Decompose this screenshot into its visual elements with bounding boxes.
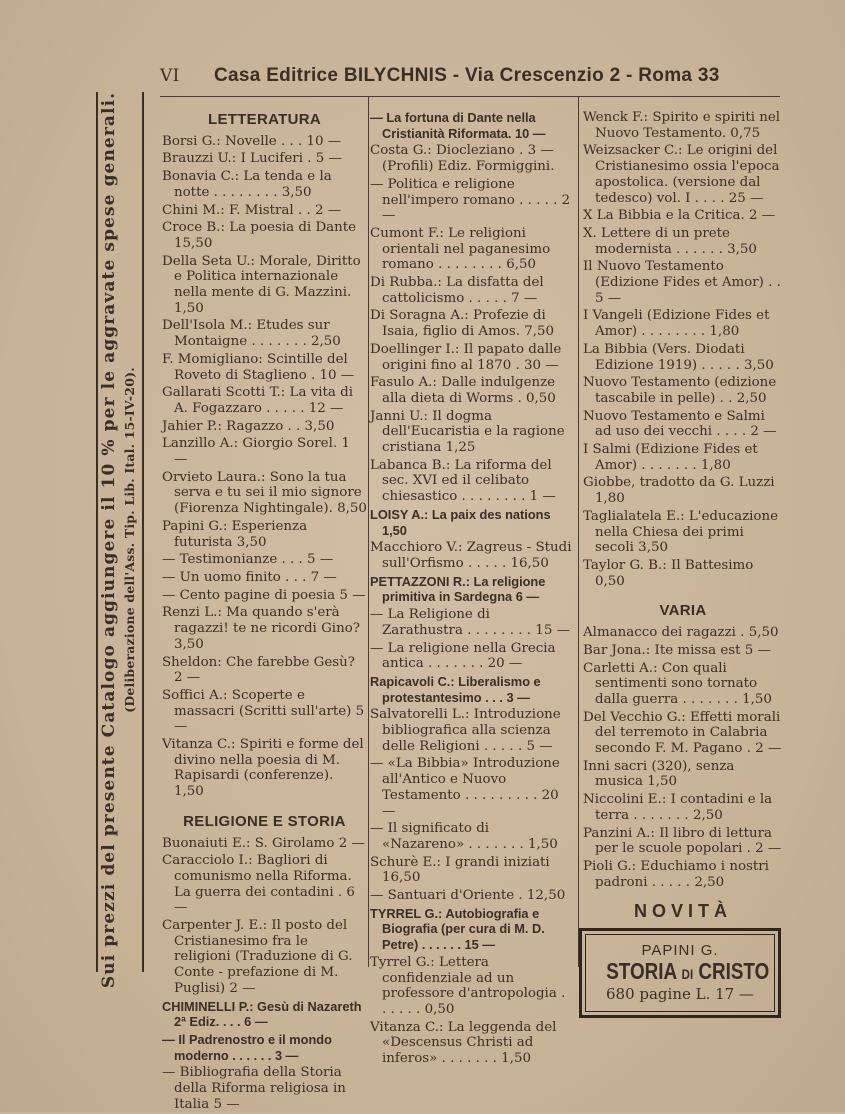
- catalog-entry: Soffici A.: Scoperte e massacri (Scritti sull'arte) 5 —: [162, 687, 365, 735]
- catalog-entry: Taylor G. B.: Il Battesimo 0,50: [583, 557, 754, 589]
- catalog-entry: — La fortuna di Dante nella Cristianità Riformata. 10 —: [370, 110, 546, 141]
- ad-author: PAPINI G.: [641, 942, 719, 960]
- ad-title-c: CRISTO: [698, 957, 770, 984]
- column-2: [370, 110, 573, 1069]
- catalog-entry: Caracciolo I.: Bagliori di comunismo nella Riforma. La guerra dei contadini . 6 —: [162, 853, 355, 916]
- deliberation-note: (Deliberazione dell'Ass. Tip. Lib. Ital. 15-IV-20).: [122, 367, 137, 713]
- catalog-entry: — Santuari d'Oriente . 12,50: [370, 888, 566, 904]
- catalog-entry: Carpenter J. E.: Il posto del Cristianesimo fra le religioni (Traduzione di G. Conte - prefazione di M. Puglisi) 2 —: [162, 918, 353, 996]
- catalog-entry: — Cento pagine di poesia 5 —: [162, 587, 366, 603]
- catalog-entry: CHIMINELLI P.: Gesù di Nazareth 2ª Ediz. . . . 6 —: [162, 998, 362, 1030]
- section-heading-religione: RELIGIONE E STORIA: [183, 812, 346, 830]
- novita-heading: NOVITÀ: [633, 901, 732, 922]
- catalog-entry: Giobbe, tradotto da G. Luzzi 1,80: [583, 475, 775, 507]
- catalog-entry: I Salmi (Edizione Fides et Amor) . . . . . . . 1,80: [583, 442, 758, 473]
- catalog-entry: X La Bibbia e la Critica. 2 —: [583, 208, 776, 224]
- catalog-entry: Lanzillo A.: Giorgio Sorel. 1 —: [162, 436, 350, 468]
- ad-title: [606, 957, 770, 984]
- catalog-entry: Croce B.: La poesia di Dante 15,50: [162, 220, 357, 251]
- catalog-entry: Della Seta U.: Morale, Diritto e Politica internazionale nella mente di G. Mazzini. 1,50: [162, 253, 361, 316]
- catalog-entry: — Un uomo finito . . . 7 —: [162, 569, 337, 585]
- catalog-entry: Tyrrel G.: Lettera confidenziale ad un professore d'antropologia . . . . . . 0,50: [370, 954, 566, 1017]
- catalog-entry: Janni U.: Il dogma dell'Eucaristia e la ragione cristiana 1,25: [370, 408, 565, 456]
- column-divider-2: [578, 97, 579, 967]
- catalog-entry: La Bibbia (Vers. Diodati Edizione 1919) . . . . . 3,50: [583, 341, 774, 373]
- religione-list-cont: [370, 110, 573, 1067]
- catalog-entry: — Il Padrenostro e il mondo moderno . . . . . . 3 —: [162, 1031, 332, 1063]
- ad-title-b: DI: [681, 965, 694, 982]
- catalog-entry: Gallarati Scotti T.: La vita di A. Fogazzaro . . . . . 12 —: [162, 385, 354, 416]
- catalog-entry: PETTAZZONI R.: La religione primitiva in Sardegna 6 —: [370, 573, 546, 605]
- catalog-entry: Sheldon: Che farebbe Gesù? 2 —: [162, 654, 355, 686]
- catalog-entry: Di Soragna A.: Profezie di Isaia, figlio di Amos. 7,50: [370, 308, 555, 340]
- varia-list: [583, 625, 783, 890]
- catalog-entry: Rapicavoli C.: Liberalismo e protestantesimo . . . 3 —: [370, 673, 541, 705]
- catalog-entry: Il Nuovo Testamento (Edizione Fides et Amor) . . 5 —: [583, 259, 781, 306]
- header-rule: [160, 96, 780, 97]
- catalog-entry: Bar Jona.: Ite missa est 5 —: [583, 642, 771, 658]
- catalog-entry: — Il significato di «Nazareno» . . . . . . . 1,50: [370, 821, 558, 852]
- catalog-entry: Renzi L.: Ma quando s'erà ragazzi! te ne ricordi Gino? 3,50: [162, 605, 360, 652]
- ad-pages-price: 680 pagine L. 17 —: [605, 985, 754, 1004]
- catalog-entry: Nuovo Testamento e Salmi ad uso dei vecchi . . . . 2 —: [583, 408, 777, 440]
- catalog-entry: X. Lettere di un prete modernista . . . . . . 3,50: [583, 225, 757, 257]
- catalog-entry: — «La Bibbia» Introduzione all'Antico e Nuovo Testamento . . . . . . . . . 20 —: [370, 756, 560, 819]
- catalog-entry: Macchioro V.: Zagreus - Studi sull'Orfismo . . . . . 16,50: [370, 540, 572, 571]
- catalog-entry: Labanca B.: La riforma del sec. XVI ed il celibato chiesastico . . . . . . . . 1 —: [370, 457, 556, 505]
- catalog-entry: Schurè E.: I grandi iniziati 16,50: [370, 854, 550, 886]
- catalog-entry: Doellinger I.: Il papato dalle origini fino al 1870 . 30 —: [370, 341, 562, 373]
- catalog-entry: Dell'Isola M.: Etudes sur Montaigne . . . . . . . 2,50: [162, 318, 341, 350]
- column-3: [583, 110, 783, 1018]
- catalog-entry: Almanacco dei ragazzi . 5,50: [583, 625, 779, 641]
- catalog-entry: Jahier P.: Ragazzo . . 3,50: [162, 418, 335, 434]
- catalog-entry: Salvatorelli L.: Introduzione bibliografica alla scienza delle Religioni . . . . . 5 —: [370, 707, 561, 754]
- catalog-entry: Panzini A.: Il libro di lettura per le scuole popolari . 2 —: [583, 825, 782, 857]
- catalog-entry: — Bibliografia della Storia della Riforma religiosa in Italia 5 —: [162, 1065, 346, 1112]
- publisher-line: Casa Editrice BILYCHNIS - Via Crescenzio 2 - Roma 33: [214, 65, 720, 86]
- letteratura-list: [162, 134, 367, 800]
- bibbia-list: [583, 110, 783, 589]
- column-1: [162, 108, 367, 1114]
- catalog-entry: — Testimonianze . . . 5 —: [162, 552, 334, 568]
- catalog-entry: Vitanza C.: Spiriti e forme del divino nella poesia di M. Rapisardi (conferenze). 1,50: [162, 737, 364, 800]
- sidebar-notice: [93, 91, 143, 989]
- page-header: [160, 62, 780, 90]
- catalog-entry: Del Vecchio G.: Effetti morali del terremoto in Calabria secondo F. M. Pagano . 2 —: [583, 709, 782, 757]
- catalog-entry: Inni sacri (320), senza musica 1,50: [583, 758, 735, 790]
- catalog-entry: Buonaiuti E.: S. Girolamo 2 —: [162, 835, 365, 851]
- catalog-entry: Niccolini E.: I contadini e la terra . . . . . . . 2,50: [583, 792, 773, 823]
- religione-list: [162, 836, 367, 1113]
- ad-title-a: STORIA: [606, 957, 677, 984]
- catalog-entry: Chini M.: F. Mistral . . 2 —: [162, 202, 342, 218]
- catalog-entry: — La religione nella Grecia antica . . . . . . . 20 —: [370, 640, 556, 672]
- catalog-entry: LOISY A.: La paix des nations 1,50: [370, 506, 551, 538]
- price-notice: Sui prezzi del presente Catalogo aggiungere il 10 % per le aggravate spese generali.: [99, 91, 119, 989]
- advertisement-box: [579, 928, 781, 1018]
- advertisement-inner: [585, 934, 775, 1012]
- catalog-entry: Cumont F.: Le religioni orientali nel paganesimo romano . . . . . . . . 6,50: [370, 225, 551, 273]
- catalog-entry: I Vangeli (Edizione Fides et Amor) . . . . . . . . 1,80: [583, 308, 770, 340]
- page-number: VI: [160, 66, 180, 86]
- catalog-entry: Borsi G.: Novelle . . . 10 —: [162, 133, 342, 149]
- catalog-entry: Carletti A.: Con quali sentimenti sono tornato dalla guerra . . . . . . . 1,50: [583, 660, 772, 707]
- catalog-entry: Taglialatela E.: L'educazione nella Chiesa dei primi secoli 3,50: [583, 508, 779, 556]
- catalog-entry: Orvieto Laura.: Sono la tua serva e tu sei il mio signore (Fiorenza Nightingale). 8,50: [162, 469, 367, 517]
- column-divider-1: [368, 97, 369, 967]
- catalog-entry: — La Religione di Zarathustra . . . . . . . . 15 —: [370, 607, 570, 638]
- catalog-entry: Fasulo A.: Dalle indulgenze alla dieta di Worms . 0,50: [370, 375, 556, 406]
- catalog-entry: Papini G.: Esperienza futurista 3,50: [162, 518, 308, 550]
- catalog-entry: Wenck F.: Spirito e spiriti nel Nuovo Testamento. 0,75: [583, 110, 781, 141]
- catalog-entry: Nuovo Testamento (edizione tascabile in pelle) . . 2,50: [583, 375, 777, 406]
- catalog-entry: Costa G.: Diocleziano . 3 — (Profili) Ediz. Formiggini.: [370, 143, 555, 175]
- catalog-entry: Vitanza C.: La leggenda del «Descensus Christi ad inferos» . . . . . . . 1,50: [370, 1019, 557, 1067]
- section-heading-letteratura: LETTERATURA: [207, 111, 321, 128]
- catalog-entry: Bonavia C.: La tenda e la notte . . . . . . . . 3,50: [162, 169, 332, 200]
- catalog-entry: Weizsacker C.: Le origini del Cristianesimo ossia l'epoca apostolica. (versione dal tedesco) vol. I . . . . 25 —: [583, 143, 780, 206]
- catalog-entry: Brauzzi U.: I Luciferi . 5 —: [162, 151, 342, 167]
- catalog-entry: TYRREL G.: Autobiografia e Biografia (per cura di M. D. Petre) . . . . . . 15 —: [370, 905, 545, 953]
- catalog-entry: Pioli G.: Educhiamo i nostri padroni . . . . . 2,50: [583, 858, 769, 890]
- catalog-entry: — Politica e religione nell'impero romano . . . . . 2 —: [370, 176, 571, 224]
- section-heading-varia: VARIA: [659, 602, 707, 620]
- catalog-entry: Di Rubba.: La disfatta del cattolicismo . . . . . 7 —: [370, 275, 544, 306]
- catalog-entry: F. Momigliano: Scintille del Roveto di Staglieno . 10 —: [162, 351, 355, 383]
